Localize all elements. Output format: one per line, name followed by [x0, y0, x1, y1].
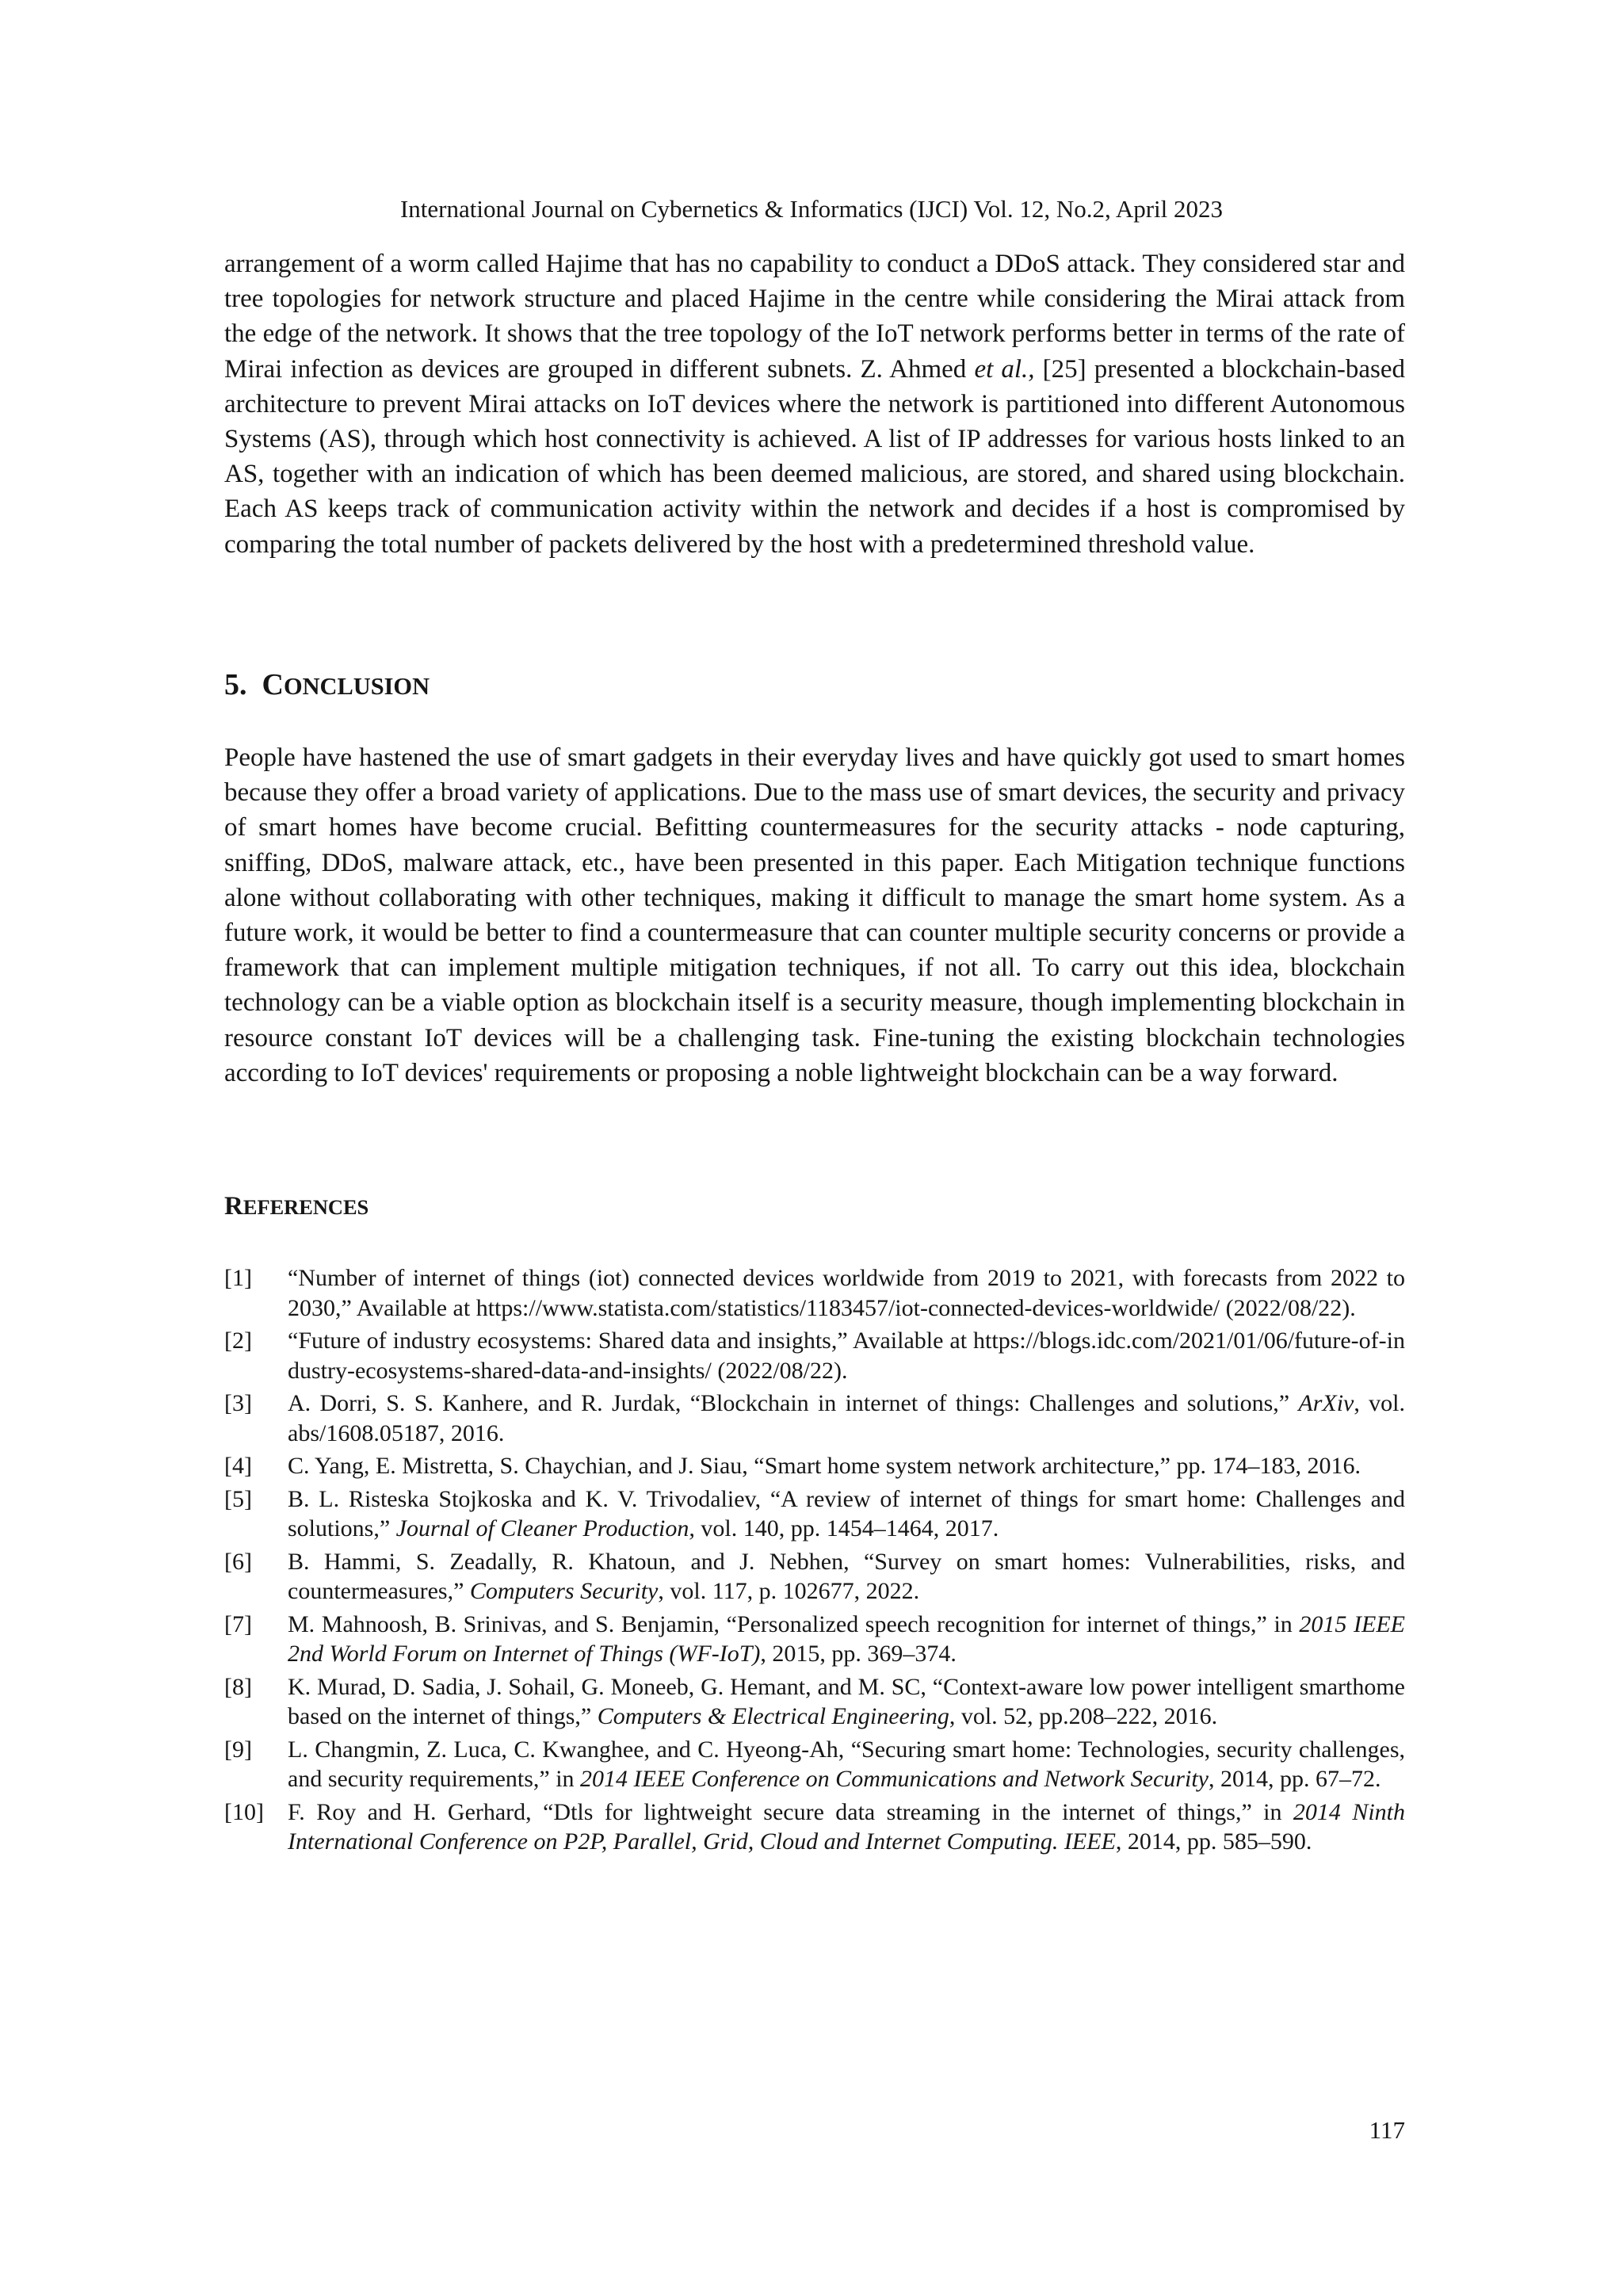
reference-number: [1] [224, 1265, 252, 1291]
reference-details: , vol. 117, p. 102677, 2022. [658, 1578, 920, 1604]
reference-text: F. Roy and H. Gerhard, “Dtls for lightweight secure data streaming in the internet of things,” in [288, 1798, 1293, 1825]
conclusion-paragraph: People have hastened the use of smart gadgets in their everyday lives and have quickly got used to smart homes because they offer a broad variety of applications. Due to the mass use of smart devices, the security and privacy of smart homes have become crucial. Befitting countermeasures for the security attacks - node capturing, sniffing, DDoS, malware attack, etc., have been presented in this paper. Each Mitigation technique functions alone without collaborating with other techniques, making it difficult to manage the smart home system. As a future work, it would be better to find a countermeasure that can counter multiple security concerns or provide a framework that can implement multiple mitigation techniques, if not all. To carry out this idea, blockchain technology can be a viable option as blockchain itself is a security measure, though implementing blockchain in resource constant IoT devices will be a challenging task. Fine-tuning the existing blockchain technologies according to IoT devices' requirements or proposing a noble lightweight blockchain can be a way forward. [224, 743, 1405, 1087]
reference-text: C. Yang, E. Mistretta, S. Chaychian, and J. Siau, “Smart home system network architecture,” pp. 174–183, 2016. [288, 1453, 1361, 1479]
reference-venue: Computers Security [469, 1578, 659, 1604]
reference-item [224, 1547, 1405, 1606]
section-number: 5. [224, 668, 247, 701]
reference-item [224, 1263, 1405, 1323]
reference-item [224, 1610, 1405, 1669]
reference-item [224, 1797, 1405, 1857]
reference-venue: 2014 IEEE Conference on Communications and Network Security [580, 1766, 1209, 1792]
reference-number: [6] [224, 1548, 252, 1575]
et-al-italic: et al., [974, 354, 1035, 384]
references-heading-initial: R [224, 1192, 243, 1221]
continued-paragraph [224, 246, 1405, 562]
running-header: International Journal on Cybernetics & Informatics (IJCI) Vol. 12, No.2, April 2023 [399, 195, 1224, 223]
reference-number: [10] [224, 1798, 264, 1825]
reference-text: L. Changmin, Z. Luca, C. Kwanghee, and C. Hyeong-Ah, “Securing smart home: Technologies, security challenges, and security requirements,” in [288, 1736, 1405, 1792]
reference-text: A. Dorri, S. S. Kanhere, and R. Jurdak, “Blockchain in internet of things: Challenges and solutions,” [288, 1390, 1299, 1416]
reference-text: K. Murad, D. Sadia, J. Sohail, G. Moneeb, G. Hemant, and M. SC, “Context-aware low power intelligent smarthome based on the internet of things,” [288, 1673, 1405, 1729]
references-heading-rest: EFERENCES [242, 1195, 369, 1219]
reference-item [224, 1451, 1405, 1481]
references-list [224, 1263, 1405, 1860]
reference-number: [7] [224, 1610, 252, 1637]
reference-text: B. L. Risteska Stojkoska and K. V. Trivodaliev, “A review of internet of things for smart home: Challenges and solutions,” [288, 1485, 1405, 1541]
reference-item [224, 1389, 1405, 1448]
reference-venue: 2014 Ninth International Conference on P2P, Parallel, Grid, Cloud and Internet Computing. IEEE [288, 1798, 1405, 1855]
reference-number: [4] [224, 1453, 252, 1479]
reference-details: , 2015, pp. 369–374. [760, 1641, 957, 1667]
reference-details: vol. 140, pp. 1454–1464, 2017. [694, 1515, 999, 1541]
reference-details: , 2014, pp. 585–590. [1115, 1828, 1312, 1855]
reference-text: “Future of industry ecosystems: Shared data and insights,” Available at https://blogs.idc.com/2021/01/06/future-of-industry-ecosystems-shared-data-and-insights/ (2022/08/22). [288, 1328, 1405, 1384]
reference-number: [2] [224, 1328, 252, 1354]
reference-details: , vol. abs/1608.05187, 2016. [288, 1390, 1405, 1446]
reference-venue: Journal of Cleaner Production, [395, 1515, 695, 1541]
reference-details: , 2014, pp. 67–72. [1208, 1766, 1381, 1792]
reference-item [224, 1484, 1405, 1544]
reference-text: M. Mahnoosh, B. Srinivas, and S. Benjamin, “Personalized speech recognition for internet of things,” in [288, 1610, 1300, 1637]
reference-venue: Computers & Electrical Engineering [597, 1703, 949, 1729]
page-number: 117 [1369, 2116, 1405, 2144]
section-title-initial: C [262, 668, 284, 701]
conclusion-heading [224, 665, 1405, 706]
section-title-rest: ONCLUSION [283, 673, 430, 700]
reference-item [224, 1672, 1405, 1732]
reference-details: , vol. 52, pp.208–222, 2016. [949, 1703, 1218, 1729]
reference-text: “Number of internet of things (iot) connected devices worldwide from 2019 to 2021, with forecasts from 2022 to 2030,” Available at https://www.statista.com/statistics/1183457/iot-connected-devices-worldwide/ (2022/08/22). [288, 1265, 1405, 1321]
reference-venue: 2015 IEEE 2nd World Forum on Internet of Things (WF-IoT) [288, 1610, 1405, 1667]
reference-number: [5] [224, 1485, 252, 1512]
reference-text: B. Hammi, S. Zeadally, R. Khatoun, and J. Nebhen, “Survey on smart homes: Vulnerabilities, risks, and countermeasures,” [288, 1548, 1405, 1604]
reference-number: [8] [224, 1673, 252, 1700]
reference-number: [3] [224, 1390, 252, 1416]
reference-number: [9] [224, 1736, 252, 1763]
reference-venue: ArXiv [1298, 1390, 1354, 1416]
reference-item [224, 1735, 1405, 1794]
reference-item [224, 1326, 1405, 1385]
references-heading [224, 1189, 1405, 1224]
paragraph-text-part1: arrangement of a worm called Hajime that has no capability to conduct a DDoS attack. They considered star and tree topologies for network structure and placed Hajime in the centre while considering the Mirai attack from the edge of the network. It shows that the tree topology of the IoT network performs better in terms of the rate of Mirai infection as devices are grouped in different subnets. Z. Ahmed [224, 250, 1405, 384]
paragraph-text-part2: [25] presented a blockchain-based architecture to prevent Mirai attacks on IoT devices where the network is partitioned into different Autonomous Systems (AS), through which host connectivity is achieved. A list of IP addresses for various hosts linked to an AS, together with an indication of which has been deemed malicious, are stored, and shared using blockchain. Each AS keeps track of communication activity within the network and decides if a host is compromised by comparing the total number of packets delivered by the host with a predetermined threshold value. [224, 354, 1405, 559]
